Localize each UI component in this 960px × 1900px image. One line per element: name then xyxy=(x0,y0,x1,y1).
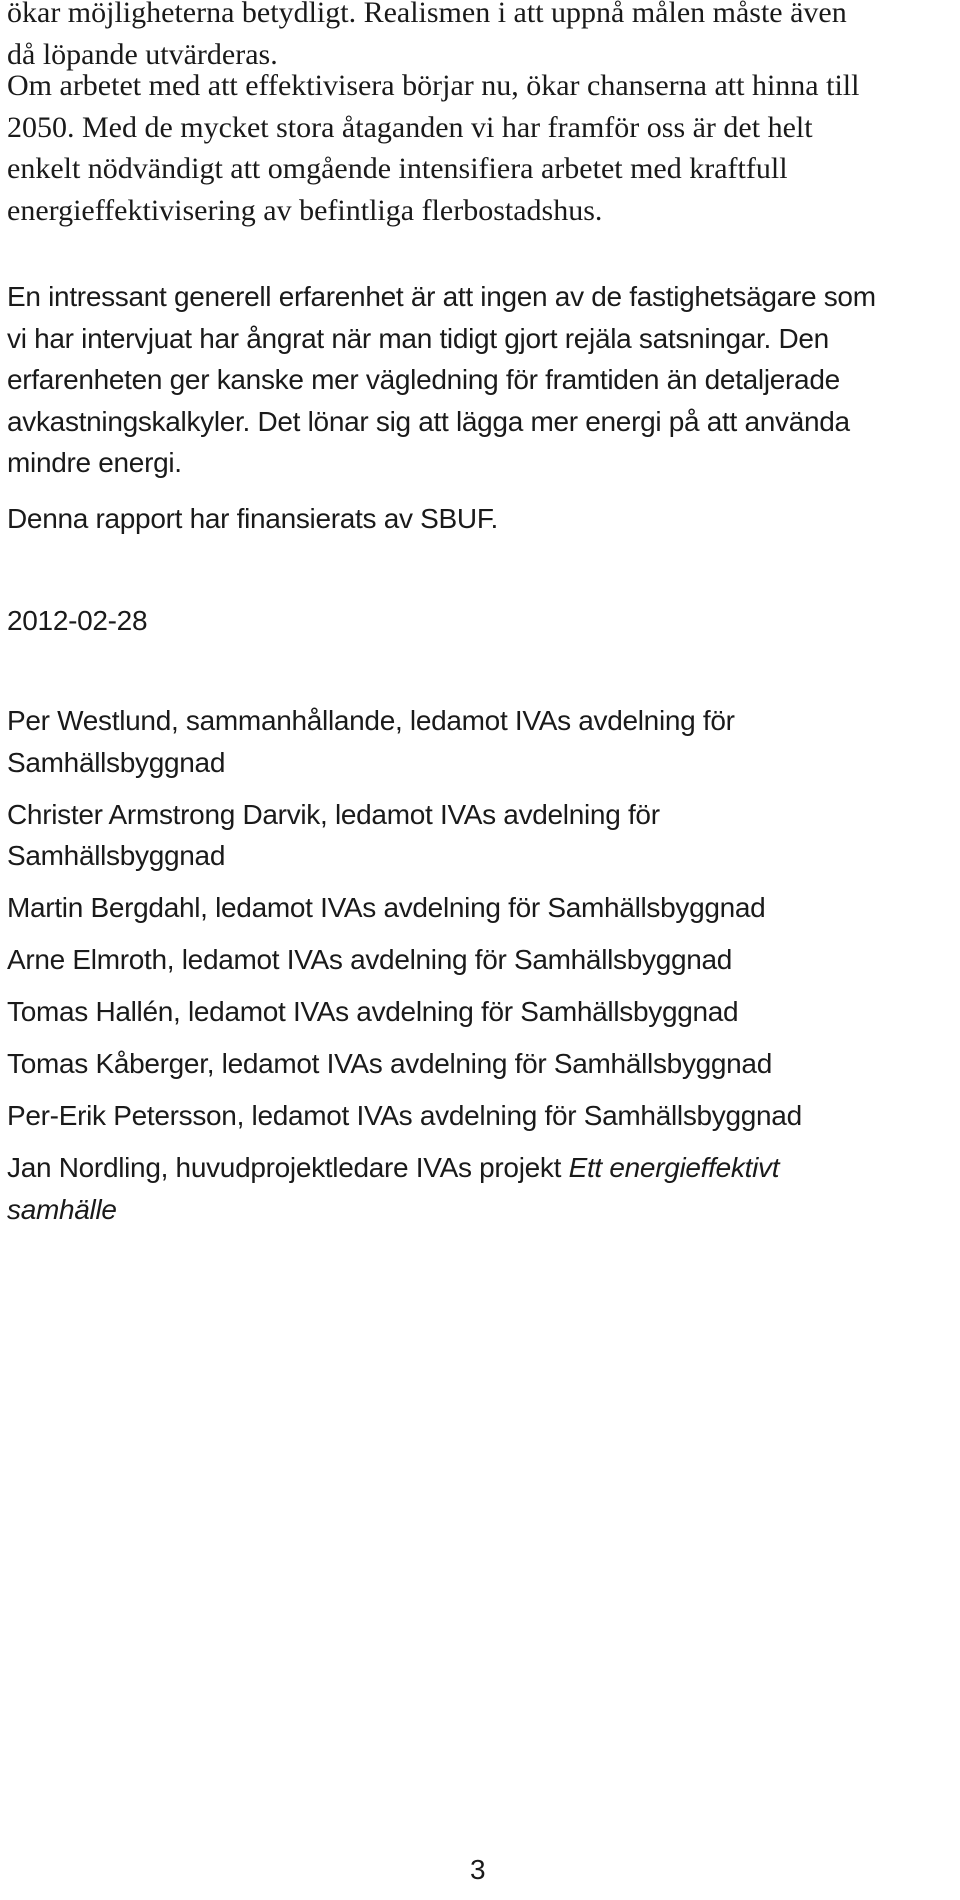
project-lead-text: Jan Nordling, huvudprojektledare IVAs projekt xyxy=(7,1152,569,1183)
member-entry: Tomas Kåberger, ledamot IVAs avdelning för Samhällsbyggnad xyxy=(7,1048,772,1079)
member-entry: Christer Armstrong Darvik, ledamot IVAs avdelning för Samhällsbyggnad xyxy=(7,798,660,871)
paragraph-start-now: Om arbetet med att effektivisera börjar nu, ökar chanserna att hinna till 2050. Med de mycket stora åtaganden vi har framför oss är det helt enkelt nödvändigt att omgående intensifiera arbetet med kraftfull energieffektivisering av befintliga flerbostadshus. xyxy=(7,69,860,227)
member-list xyxy=(7,700,952,1241)
paragraph-funding: Denna rapport har finansierats av SBUF. xyxy=(7,503,499,534)
member-entry: Per-Erik Petersson, ledamot IVAs avdelning för Samhällsbyggnad xyxy=(7,1100,802,1131)
member-entry-project-lead xyxy=(7,1147,952,1230)
page-number: 3 xyxy=(470,1854,486,1885)
member-entry: Arne Elmroth, ledamot IVAs avdelning för Samhällsbyggnad xyxy=(7,944,733,975)
paragraph-goals-evaluation: ökar möjligheterna betydligt. Realismen i att uppnå målen måste även då löpande utvärderas. xyxy=(7,0,847,71)
report-date: 2012-02-28 xyxy=(7,605,148,636)
member-entry: Martin Bergdahl, ledamot IVAs avdelning för Samhällsbyggnad xyxy=(7,892,766,923)
member-entry: Per Westlund, sammanhållande, ledamot IVAs avdelning för Samhällsbyggnad xyxy=(7,705,735,778)
project-name: Ett energieffektivt samhälle xyxy=(7,1152,780,1225)
paragraph-experience: En intressant generell erfarenhet är att ingen av de fastighetsägare som vi har intervjuat har ångrat när man tidigt gjort rejäla satsningar. Den erfarenheten ger kanske mer vägledning för framtiden än detaljerade avkastningskalkyler. Det lönar sig att lägga mer energi på att använda mindre energi. xyxy=(7,281,876,478)
member-entry: Tomas Hallén, ledamot IVAs avdelning för Samhällsbyggnad xyxy=(7,996,739,1027)
